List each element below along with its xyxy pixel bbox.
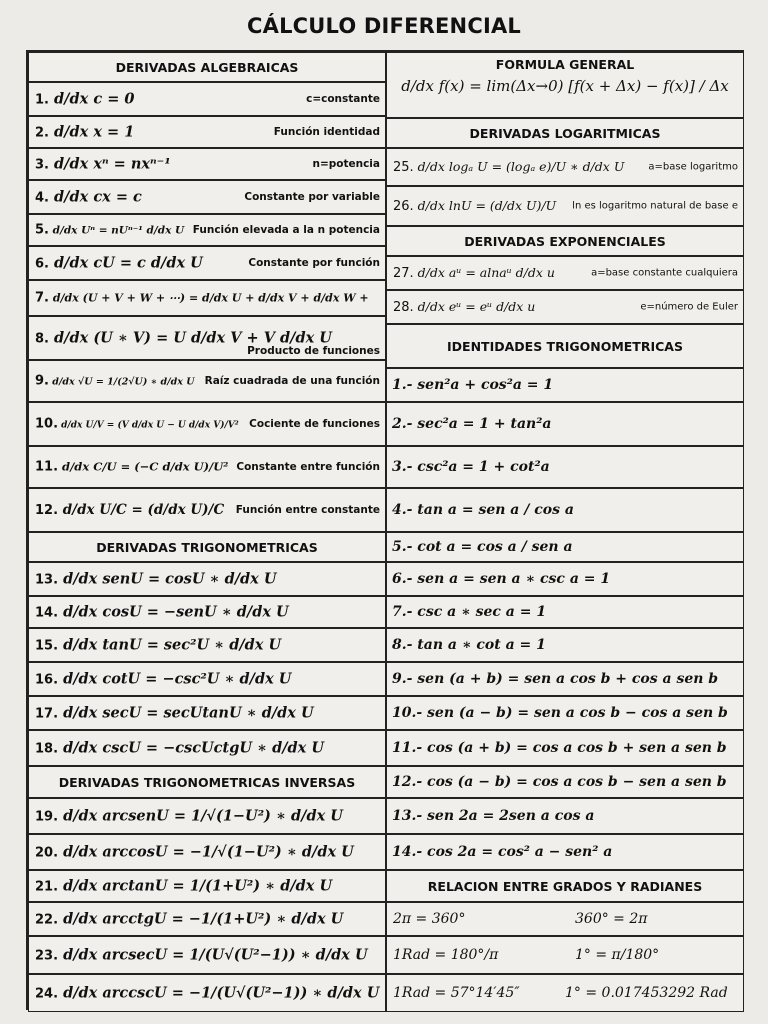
- identity-row: [386, 696, 744, 730]
- exp-derivative-row: [386, 256, 744, 290]
- identity-formula: 7.- csc a ∗ sec a = 1: [392, 604, 547, 620]
- formula-text: d/dx c = 0: [54, 90, 135, 108]
- derivative-formula: [35, 604, 289, 621]
- header-derivadas-trigonometricas: DERIVADAS TRIGONOMETRICAS: [28, 532, 386, 562]
- derivative-formula: [35, 91, 134, 108]
- formula-text: d/dx C/U = (−C d/dx U)/U²: [62, 459, 229, 474]
- identity-row: [386, 766, 744, 798]
- row-note: Constante por función: [248, 257, 380, 269]
- derivative-formula: [35, 502, 224, 518]
- identity-row: [386, 368, 744, 402]
- degree-radian-row: [386, 902, 744, 936]
- page-title: CÁLCULO DIFERENCIAL: [247, 14, 521, 38]
- header-derivadas-logaritmicas: DERIVADAS LOGARITMICAS: [386, 118, 744, 148]
- row-number: 8.: [35, 331, 49, 347]
- row-note: ln es logaritmo natural de base e: [572, 200, 738, 212]
- derivative-row: [28, 730, 386, 766]
- identity-row: [386, 562, 744, 596]
- relation-left: 2π = 360°: [393, 911, 466, 927]
- derivative-formula: [35, 985, 379, 1002]
- identity-formula: 14.- cos 2a = cos² a − sen² a: [392, 844, 613, 860]
- identity-formula: 12.- cos (a − b) = cos a cos b − sen a sen b: [392, 774, 727, 790]
- formula-text: d/dx cscU = −cscUctgU ∗ d/dx U: [63, 739, 325, 757]
- derivative-formula: [35, 255, 203, 272]
- derivative-formula: [35, 844, 354, 861]
- identity-row: [386, 402, 744, 446]
- row-number: 25.: [393, 160, 414, 175]
- identity-formula: 4.- tan a = sen a / cos a: [392, 502, 574, 518]
- formula-text: d/dx eᵘ = eᵘ d/dx u: [417, 299, 536, 314]
- degree-radian-row: [386, 936, 744, 974]
- derivative-row: [28, 280, 386, 316]
- identity-row: [386, 596, 744, 628]
- derivative-row: [28, 82, 386, 116]
- derivative-row: [28, 402, 386, 446]
- formula-text: d/dx (U ∗ V) = U d/dx V + V d/dx U: [54, 329, 332, 347]
- derivative-row: [28, 834, 386, 870]
- formula-text: d/dx arcsecU = 1/(U√(U²−1)) ∗ d/dx U: [63, 946, 368, 964]
- derivative-row: [28, 798, 386, 834]
- derivative-formula: [393, 159, 624, 175]
- derivative-formula: [35, 671, 291, 688]
- degree-radian-row: [386, 974, 744, 1012]
- derivative-row: [28, 628, 386, 662]
- row-number: 3.: [35, 157, 49, 173]
- row-number: 17.: [35, 706, 59, 722]
- formula-text: d/dx secU = secUtanU ∗ d/dx U: [63, 704, 314, 722]
- derivative-row: [28, 116, 386, 148]
- derivative-formula: [35, 878, 332, 895]
- identity-row: [386, 446, 744, 488]
- formula-general-box: [386, 52, 744, 118]
- header-formula-general: FORMULA GENERAL: [495, 57, 635, 72]
- identity-formula: 8.- tan a ∗ cot a = 1: [392, 637, 546, 653]
- row-note: c=constante: [306, 93, 380, 105]
- row-note: Función elevada a la n potencia: [192, 224, 380, 236]
- row-note: Cociente de funciones: [249, 418, 380, 430]
- derivative-row: [28, 974, 386, 1012]
- row-number: 6.: [35, 256, 49, 272]
- formula-text: d/dx arccscU = −1/(U√(U²−1)) ∗ d/dx U: [63, 984, 380, 1002]
- derivative-formula: [35, 571, 277, 588]
- row-number: 11.: [35, 459, 59, 475]
- derivative-formula: [393, 265, 555, 281]
- identity-formula: 2.- sec²a = 1 + tan²a: [392, 416, 552, 432]
- formula-text: d/dx arctanU = 1/(1+U²) ∗ d/dx U: [63, 877, 333, 895]
- row-note: Constante por variable: [244, 191, 380, 203]
- identity-formula: 11.- cos (a + b) = cos a cos b + sen a sen b: [392, 740, 727, 756]
- row-number: 1.: [35, 92, 49, 108]
- formula-text: d/dx arcctgU = −1/(1+U²) ∗ d/dx U: [63, 910, 344, 928]
- row-number: 28.: [393, 300, 414, 315]
- derivative-row: [28, 316, 386, 360]
- row-number: 19.: [35, 809, 59, 825]
- identity-row: [386, 488, 744, 532]
- row-number: 26.: [393, 199, 414, 214]
- derivative-formula: [35, 911, 343, 928]
- row-note: Raíz cuadrada de una función: [204, 375, 380, 387]
- row-note: n=potencia: [312, 158, 380, 170]
- row-note: a=base constante cualquiera: [591, 267, 738, 279]
- identity-row: [386, 834, 744, 870]
- header-identidades-trigonometricas: IDENTIDADES TRIGONOMETRICAS: [386, 324, 744, 368]
- formula-text: d/dx lnU = (d/dx U)/U: [417, 198, 557, 213]
- formula-text: d/dx arcsenU = 1/√(1−U²) ∗ d/dx U: [63, 807, 343, 825]
- identity-row: [386, 730, 744, 766]
- relation-left: 1Rad = 57°14′45″: [393, 985, 520, 1001]
- formula-text: d/dx senU = cosU ∗ d/dx U: [63, 570, 277, 588]
- derivative-row: [28, 596, 386, 628]
- derivative-formula: [35, 947, 368, 964]
- row-number: 5.: [35, 222, 49, 238]
- row-note: e=número de Euler: [640, 301, 738, 313]
- derivative-formula: [35, 740, 324, 757]
- derivative-formula: [35, 156, 171, 173]
- formula-text: d/dx cx = c: [54, 188, 142, 206]
- identity-row: [386, 532, 744, 562]
- identity-formula: 5.- cot a = cos a / sen a: [392, 539, 573, 555]
- row-number: 4.: [35, 190, 49, 206]
- formula-text: d/dx Uⁿ = nUⁿ⁻¹ d/dx U: [52, 224, 185, 237]
- derivative-row: [28, 246, 386, 280]
- identity-formula: 6.- sen a = sen a ∗ csc a = 1: [392, 571, 611, 587]
- row-number: 27.: [393, 266, 414, 281]
- row-number: 14.: [35, 605, 59, 621]
- log-derivative-row: [386, 148, 744, 186]
- log-derivative-row: [386, 186, 744, 226]
- formula-general: d/dx f(x) = lim(Δx→0) [f(x + Δx) − f(x)] / Δx: [401, 77, 729, 95]
- row-number: 2.: [35, 125, 49, 141]
- derivative-row: [28, 870, 386, 902]
- formula-text: d/dx U/C = (d/dx U)/C: [62, 502, 225, 518]
- identity-row: [386, 662, 744, 696]
- formula-text: d/dx cU = c d/dx U: [54, 254, 203, 272]
- relation-right: 360° = 2π: [575, 911, 648, 927]
- formula-text: d/dx U/V = (V d/dx U − U d/dx V)/V²: [61, 420, 239, 431]
- derivative-row: [28, 360, 386, 402]
- derivative-row: [28, 902, 386, 936]
- row-number: 7.: [35, 290, 49, 306]
- derivative-row: [28, 562, 386, 596]
- identity-formula: 3.- csc²a = 1 + cot²a: [392, 459, 550, 475]
- identity-formula: 10.- sen (a − b) = sen a cos b − cos a sen b: [392, 705, 728, 721]
- identity-row: [386, 798, 744, 834]
- identity-row: [386, 628, 744, 662]
- formula-text: d/dx (U + V + W + ⋯) = d/dx U + d/dx V + d/dx W +: [52, 291, 369, 305]
- derivative-formula: [35, 330, 332, 347]
- derivative-formula: [35, 374, 195, 389]
- relation-left: 1Rad = 180°/π: [393, 947, 499, 963]
- row-number: 18.: [35, 741, 59, 757]
- row-note: Constante entre función: [236, 461, 380, 473]
- derivative-formula: [35, 291, 369, 306]
- header-derivadas-algebraicas: DERIVADAS ALGEBRAICAS: [28, 52, 386, 82]
- row-note: Función entre constante: [235, 504, 380, 516]
- derivative-formula: [35, 223, 184, 238]
- derivative-formula: [35, 189, 142, 206]
- exp-derivative-row: [386, 290, 744, 324]
- derivative-row: [28, 936, 386, 974]
- formula-text: d/dx xⁿ = nxⁿ⁻¹: [54, 155, 171, 173]
- header-derivadas-exponenciales: DERIVADAS EXPONENCIALES: [386, 226, 744, 256]
- derivative-formula: [35, 417, 239, 432]
- row-number: 16.: [35, 672, 59, 688]
- header-derivadas-trigonometricas-inversas: DERIVADAS TRIGONOMETRICAS INVERSAS: [28, 766, 386, 798]
- formula-text: d/dx cotU = −csc²U ∗ d/dx U: [63, 670, 292, 688]
- identity-formula: 1.- sen²a + cos²a = 1: [392, 377, 554, 393]
- row-number: 12.: [35, 503, 59, 518]
- row-number: 23.: [35, 948, 59, 964]
- row-note: a=base logaritmo: [648, 161, 738, 173]
- formula-text: d/dx logₐ U = (logₐ e)/U ∗ d/dx U: [417, 159, 625, 174]
- header-grados-radianes: RELACION ENTRE GRADOS Y RADIANES: [386, 870, 744, 902]
- derivative-row: [28, 148, 386, 180]
- derivative-row: [28, 214, 386, 246]
- derivative-formula: [393, 198, 556, 214]
- identity-formula: 9.- sen (a + b) = sen a cos b + cos a sen b: [392, 671, 719, 687]
- row-number: 13.: [35, 572, 59, 588]
- relation-right: 1° = π/180°: [575, 947, 660, 963]
- relation-right: 1° = 0.017453292 Rad: [565, 985, 728, 1001]
- derivative-formula: [35, 808, 343, 825]
- derivative-row: [28, 180, 386, 214]
- formula-text: d/dx tanU = sec²U ∗ d/dx U: [63, 636, 282, 654]
- derivative-row: [28, 488, 386, 532]
- formula-sheet: [26, 50, 744, 1010]
- row-note: Producto de funciones: [247, 345, 380, 357]
- row-number: 22.: [35, 912, 59, 928]
- row-number: 21.: [35, 879, 59, 895]
- derivative-formula: [35, 460, 228, 475]
- row-number: 24.: [35, 986, 59, 1002]
- identity-formula: 13.- sen 2a = 2sen a cos a: [392, 808, 595, 824]
- row-number: 10.: [35, 416, 59, 432]
- derivative-row: [28, 696, 386, 730]
- formula-text: d/dx √U = 1/(2√U) ∗ d/dx U: [52, 376, 195, 388]
- derivative-row: [28, 446, 386, 488]
- formula-text: d/dx x = 1: [54, 123, 135, 141]
- row-number: 9.: [35, 373, 49, 389]
- derivative-formula: [35, 637, 281, 654]
- formula-text: d/dx cosU = −senU ∗ d/dx U: [63, 603, 289, 621]
- derivative-row: [28, 662, 386, 696]
- row-note: Función identidad: [273, 126, 380, 138]
- derivative-formula: [35, 124, 134, 141]
- formula-text: d/dx arccosU = −1/√(1−U²) ∗ d/dx U: [63, 843, 354, 861]
- formula-text: d/dx aᵘ = alnaᵘ d/dx u: [417, 265, 555, 280]
- row-number: 20.: [35, 845, 59, 861]
- derivative-formula: [35, 705, 314, 722]
- derivative-formula: [393, 299, 535, 315]
- row-number: 15.: [35, 638, 59, 654]
